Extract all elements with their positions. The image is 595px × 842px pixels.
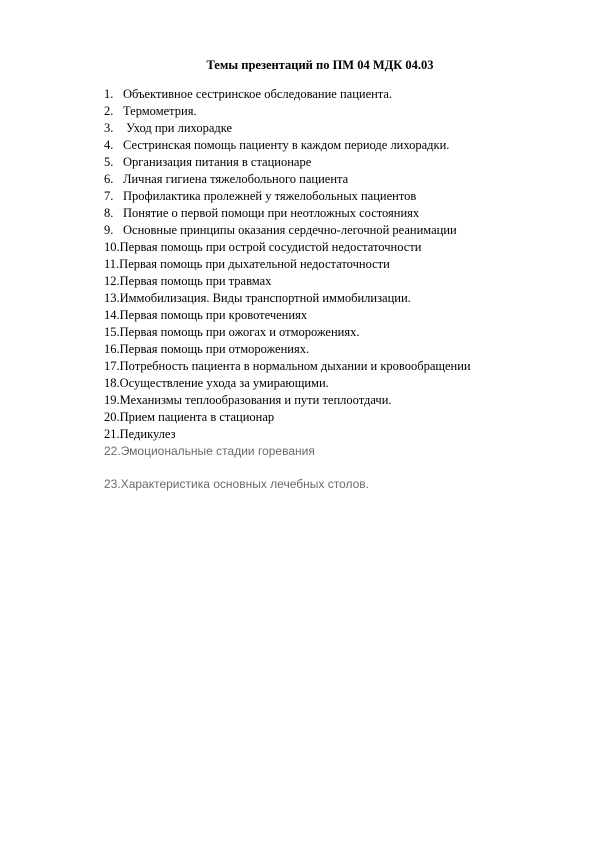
item-number: 2.: [104, 104, 114, 118]
item-number: 8.: [104, 206, 114, 220]
item-number: 22.: [104, 444, 121, 458]
item-number: 11.: [104, 257, 120, 271]
item-text: Механизмы теплообразования и пути теплоотдачи.: [119, 393, 392, 407]
item-number: 6.: [104, 172, 114, 186]
list-item: [104, 120, 584, 137]
item-number: 17.: [104, 359, 120, 373]
list-item: [104, 273, 584, 290]
item-text: Эмоциональные стадии горевания: [120, 444, 315, 458]
list-item: [104, 222, 584, 239]
list-item: [104, 188, 584, 205]
list-item: [104, 154, 584, 171]
list-item: [104, 341, 584, 358]
item-number: 23.: [104, 477, 121, 491]
list-item: [104, 307, 584, 324]
item-text: Потребность пациента в нормальном дыхании и кровообращении: [119, 359, 471, 373]
item-number: 4.: [104, 138, 114, 152]
item-number: 9.: [104, 223, 114, 237]
item-text: Сестринская помощь пациенту в каждом периоде лихорадки.: [123, 138, 450, 152]
list-item: [104, 256, 584, 273]
item-text: Первая помощь при ожогах и отморожениях.: [119, 325, 360, 339]
list-item: [104, 358, 584, 375]
list-item: [104, 324, 584, 341]
document-title: Темы презентаций по ПМ 04 МДК 04.03: [206, 58, 434, 72]
list-item: [104, 86, 584, 103]
item-text: Термометрия.: [123, 104, 197, 118]
list-item: [104, 205, 584, 222]
list-item: [104, 375, 584, 392]
item-text: Личная гигиена тяжелобольного пациента: [123, 172, 349, 186]
item-text: Профилактика пролежней у тяжелобольных пациентов: [123, 189, 417, 203]
item-text: Иммобилизация. Виды транспортной иммобилизации.: [119, 291, 411, 305]
item-number: 10.: [104, 240, 120, 254]
list-item: [104, 137, 584, 154]
item-text: Характеристика основных лечебных столов.: [120, 477, 369, 491]
item-number: 5.: [104, 155, 114, 169]
item-text: Понятие о первой помощи при неотложных состояниях: [123, 206, 420, 220]
list-item: [104, 443, 584, 460]
item-number: 19.: [104, 393, 120, 407]
list-item: [104, 239, 584, 256]
list-item: [104, 409, 584, 426]
item-number: 14.: [104, 308, 120, 322]
item-text: Первая помощь при травмах: [119, 274, 272, 288]
item-text: Первая помощь при кровотечениях: [119, 308, 308, 322]
item-text: Осуществление ухода за умирающими.: [119, 376, 329, 390]
item-text: Первая помощь при дыхательной недостаточности: [119, 257, 390, 271]
item-number: 7.: [104, 189, 114, 203]
item-text: Организация питания в стационаре: [123, 155, 312, 169]
list-item: [104, 392, 584, 409]
item-number: 21.: [104, 427, 120, 441]
item-number: 16.: [104, 342, 120, 356]
list-item: [104, 103, 584, 120]
list-item: [104, 290, 584, 307]
list-item: [104, 426, 584, 443]
item-text: Педикулез: [119, 427, 176, 441]
item-text: Основные принципы оказания сердечно-легочной реанимации: [123, 223, 457, 237]
item-number: 13.: [104, 291, 120, 305]
item-text: Первая помощь при острой сосудистой недостаточности: [119, 240, 422, 254]
item-number: 15.: [104, 325, 120, 339]
list-item: [104, 476, 584, 493]
list-item: [104, 171, 584, 188]
item-text: Прием пациента в стационар: [119, 410, 275, 424]
topics-list: [104, 86, 584, 493]
item-number: 20.: [104, 410, 120, 424]
item-text: Первая помощь при отморожениях.: [119, 342, 310, 356]
item-text: Уход при лихорадке: [123, 121, 233, 135]
item-number: 12.: [104, 274, 120, 288]
item-number: 18.: [104, 376, 120, 390]
item-number: 3.: [104, 121, 114, 135]
item-text: Объективное сестринское обследование пациента.: [123, 87, 393, 101]
item-number: 1.: [104, 87, 114, 101]
